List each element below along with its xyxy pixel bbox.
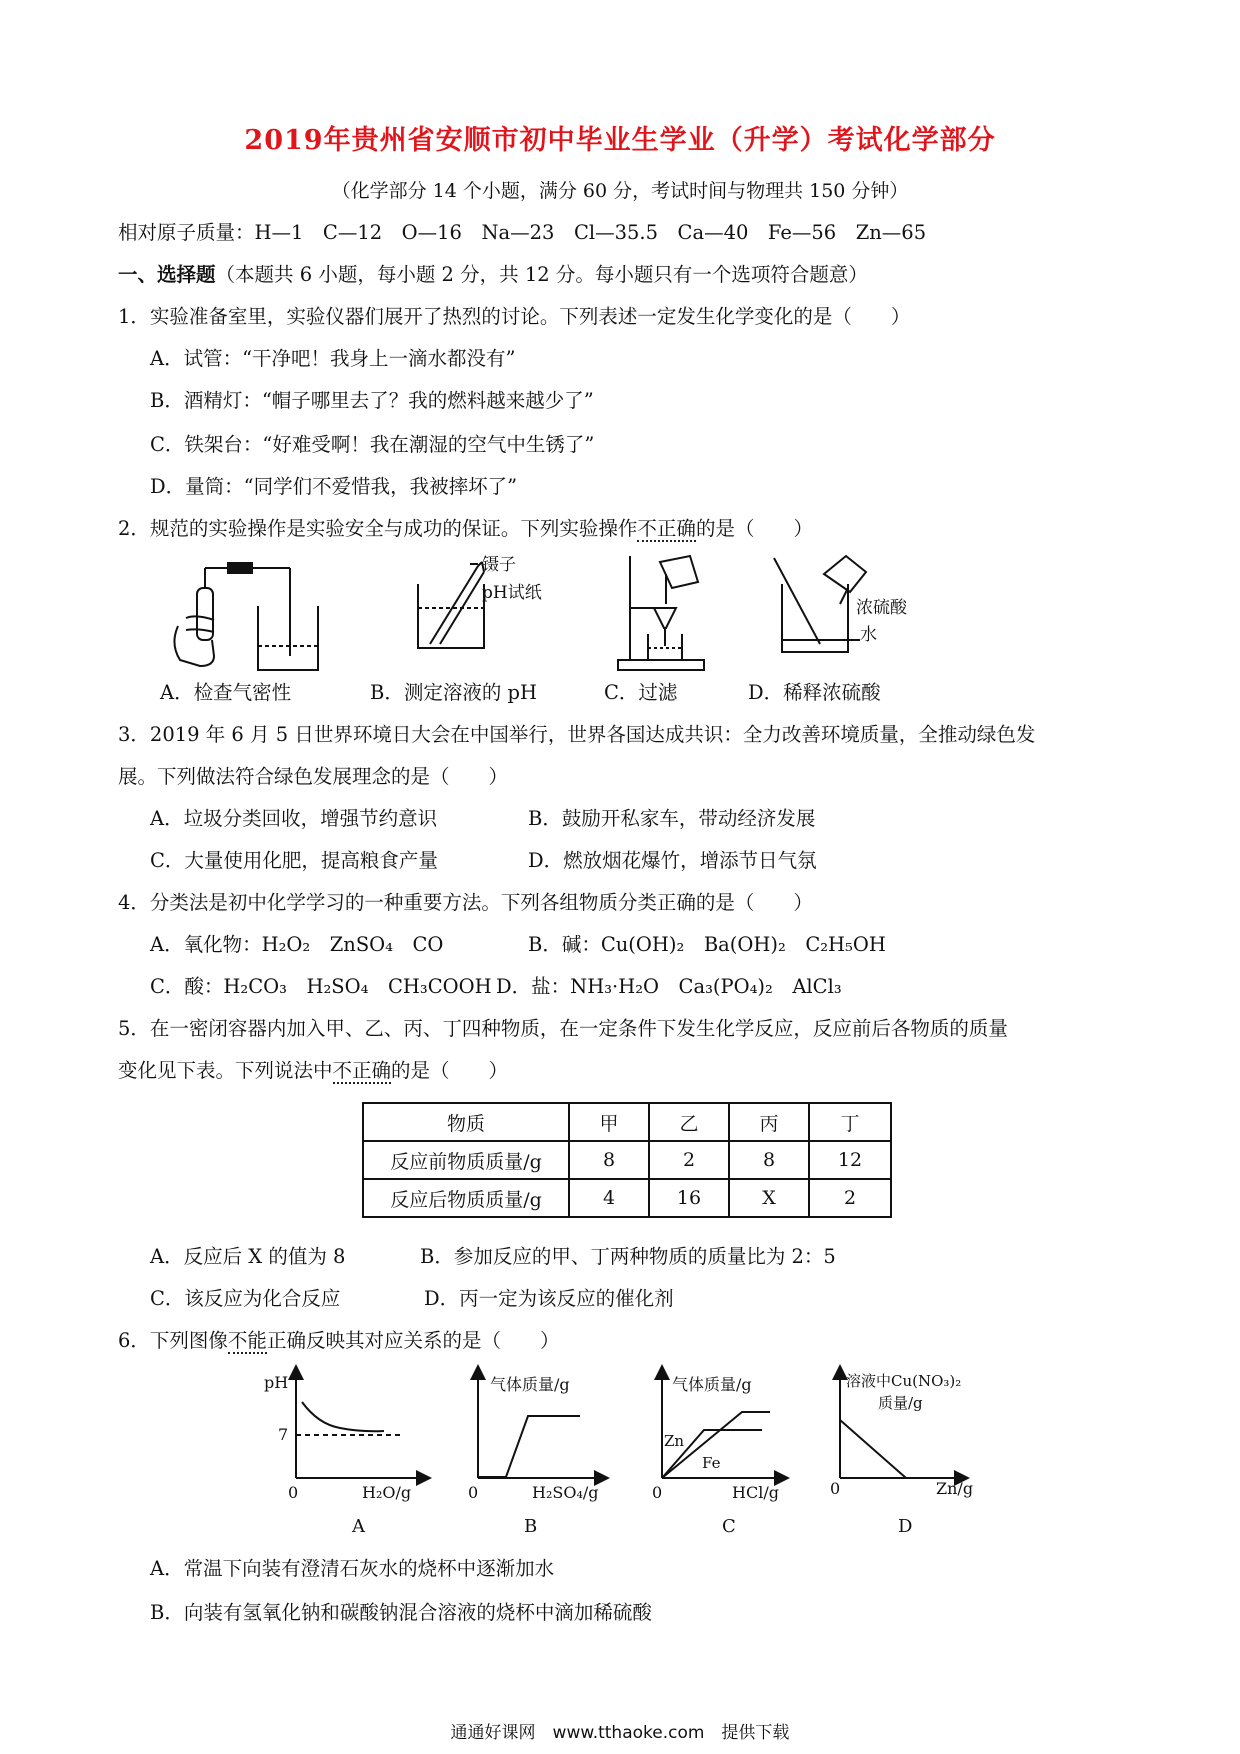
q6-graphs bbox=[0, 1360, 1240, 1540]
section-note: （本题共 6 小题，每小题 2 分，共 12 分。每小题只有一个选项符合题意） bbox=[215, 263, 868, 286]
table-cell: 16 bbox=[649, 1179, 729, 1217]
q3-stem-line1: 3．2019 年 6 月 5 日世界环境日大会在中国举行，世界各国达成共识：全力改善环境质量，全推动绿色发 bbox=[118, 723, 1036, 746]
label-ph-paper: pH试纸 bbox=[482, 583, 542, 603]
graph-a-origin: 0 bbox=[288, 1483, 299, 1502]
graph-c-series-zn: Zn bbox=[664, 1432, 685, 1450]
graph-a-curve bbox=[302, 1402, 384, 1431]
q4-option-d: D．盐：NH₃·H₂O Ca₃(PO₄)₂ AlCl₃ bbox=[496, 975, 842, 998]
table-header-cell: 乙 bbox=[649, 1103, 729, 1141]
table-header-cell: 物质 bbox=[363, 1103, 569, 1141]
page-footer: 通通好课网 www.tthaoke.com 提供下载 bbox=[450, 1723, 790, 1743]
table-cell: 2 bbox=[809, 1179, 891, 1217]
q4-option-a: A．氧化物：H₂O₂ ZnSO₄ CO bbox=[150, 933, 444, 956]
q2-fig-c bbox=[618, 556, 704, 670]
table-cell: 4 bbox=[569, 1179, 649, 1217]
label-water: 水 bbox=[860, 625, 877, 645]
table-cell: 8 bbox=[729, 1141, 809, 1179]
table-cell: 反应前物质质量/g bbox=[363, 1141, 569, 1179]
graph-b-line bbox=[478, 1416, 580, 1477]
q2-figures bbox=[0, 548, 1240, 676]
table-cell: X bbox=[729, 1179, 809, 1217]
q2-option-d: D．稀释浓硫酸 bbox=[748, 681, 881, 704]
q5-stem-line1: 5．在一密闭容器内加入甲、乙、丙、丁四种物质，在一定条件下发生化学反应，反应前后各物质的质量 bbox=[118, 1017, 1008, 1040]
graph-d-origin: 0 bbox=[830, 1479, 841, 1498]
table-header-row bbox=[363, 1103, 891, 1141]
graph-c-series-fe: Fe bbox=[702, 1454, 721, 1472]
graph-d-ylabel-1: 溶液中Cu(NO₃)₂ bbox=[846, 1372, 962, 1390]
q6-stem bbox=[118, 1328, 559, 1354]
graph-b-letter: B bbox=[524, 1516, 538, 1537]
atomic-masses: 相对原子质量：H—1 C—12 O—16 Na—23 Cl—35.5 Ca—40 Fe—56 Zn—65 bbox=[118, 221, 927, 244]
label-conc-acid: 浓硫酸 bbox=[856, 598, 907, 618]
q1-option-d: D．量筒：“同学们不爱惜我，我被摔坏了” bbox=[150, 475, 518, 498]
q2-stem-post: 的是（ ） bbox=[695, 517, 813, 540]
table-cell: 反应后物质质量/g bbox=[363, 1179, 569, 1217]
q6-stem-pre: 6．下列图像 bbox=[118, 1329, 228, 1352]
graph-b-xlabel: H₂SO₄/g bbox=[532, 1483, 599, 1502]
q6-option-b: B．向装有氢氧化钠和碳酸钠混合溶液的烧杯中滴加稀硫酸 bbox=[150, 1601, 652, 1624]
table-header-cell: 丙 bbox=[729, 1103, 809, 1141]
q3-option-b: B．鼓励开私家车，带动经济发展 bbox=[528, 807, 816, 830]
label-tweezers: 镊子 bbox=[482, 555, 516, 575]
graph-b-ylabel: 气体质量/g bbox=[490, 1375, 570, 1394]
graph-c-xlabel: HCl/g bbox=[732, 1483, 779, 1502]
graph-c-letter: C bbox=[722, 1516, 736, 1537]
q2-option-c: C．过滤 bbox=[604, 681, 678, 704]
table-row bbox=[363, 1141, 891, 1179]
q2-option-a: A．检查气密性 bbox=[160, 681, 292, 704]
section-title: 一、选择题 bbox=[118, 263, 216, 286]
q2-option-b: B．测定溶液的 pH bbox=[370, 681, 538, 704]
table-cell: 8 bbox=[569, 1141, 649, 1179]
q4-option-c: C．酸：H₂CO₃ H₂SO₄ CH₃COOH bbox=[150, 975, 492, 998]
graph-a-ytick: 7 bbox=[278, 1425, 289, 1444]
q2-stem-pre: 2．规范的实验操作是实验安全与成功的保证。下列实验操作 bbox=[118, 517, 638, 540]
q1-stem: 1．实验准备室里，实验仪器们展开了热烈的讨论。下列表述一定发生化学变化的是（ ） bbox=[118, 305, 911, 328]
q2-stem bbox=[118, 516, 813, 542]
graph-d-letter: D bbox=[898, 1516, 913, 1537]
graph-c-ylabel: 气体质量/g bbox=[672, 1375, 752, 1394]
q1-option-c: C．铁架台：“好难受啊！我在潮湿的空气中生锈了” bbox=[150, 433, 595, 456]
q5-stem-pre: 变化见下表。下列说法中 bbox=[118, 1059, 333, 1082]
q5-emphasis: 不正确 bbox=[332, 1059, 392, 1082]
q1-option-b: B．酒精灯：“帽子哪里去了？我的燃料越来越少了” bbox=[150, 389, 594, 412]
table-cell: 2 bbox=[649, 1141, 729, 1179]
q5-option-b: B．参加反应的甲、丁两种物质的质量比为 2：5 bbox=[420, 1245, 836, 1268]
graph-a bbox=[296, 1372, 424, 1478]
q6-emphasis: 不能 bbox=[227, 1329, 267, 1352]
q5-option-d: D．丙一定为该反应的催化剂 bbox=[424, 1287, 674, 1310]
table-header-cell: 甲 bbox=[569, 1103, 649, 1141]
exam-subtitle: （化学部分 14 个小题，满分 60 分，考试时间与物理共 150 分钟） bbox=[331, 180, 909, 202]
table-row bbox=[363, 1179, 891, 1217]
q5-stem-post: 的是（ ） bbox=[391, 1059, 509, 1082]
q2-fig-b bbox=[418, 562, 484, 648]
graph-d-ylabel-2: 质量/g bbox=[878, 1394, 923, 1412]
graph-d-xlabel: Zn/g bbox=[936, 1479, 974, 1498]
q3-stem-line2: 展。下列做法符合绿色发展理念的是（ ） bbox=[118, 765, 509, 788]
q6-option-a: A．常温下向装有澄清石灰水的烧杯中逐渐加水 bbox=[150, 1557, 555, 1580]
table-cell: 12 bbox=[809, 1141, 891, 1179]
table-header-cell: 丁 bbox=[809, 1103, 891, 1141]
section-heading bbox=[118, 262, 868, 288]
graph-a-xlabel: H₂O/g bbox=[362, 1483, 412, 1502]
graph-a-ylabel: pH bbox=[264, 1373, 289, 1392]
graph-b-origin: 0 bbox=[468, 1483, 479, 1502]
q6-stem-post: 正确反映其对应关系的是（ ） bbox=[266, 1329, 560, 1352]
q5-option-c: C．该反应为化合反应 bbox=[150, 1287, 341, 1310]
q3-option-a: A．垃圾分类回收，增强节约意识 bbox=[150, 807, 438, 830]
page-title: 2019年贵州省安顺市初中毕业生学业（升学）考试化学部分 bbox=[244, 125, 996, 156]
graph-d-line bbox=[840, 1420, 906, 1478]
q2-fig-a bbox=[174, 563, 318, 670]
graph-a-letter: A bbox=[352, 1516, 365, 1537]
q5-stem-line2 bbox=[118, 1058, 508, 1084]
q2-fig-d bbox=[774, 556, 866, 652]
q3-option-c: C．大量使用化肥，提高粮食产量 bbox=[150, 849, 438, 872]
q5-table bbox=[362, 1102, 892, 1218]
q2-emphasis: 不正确 bbox=[637, 517, 696, 540]
q4-stem: 4．分类法是初中化学学习的一种重要方法。下列各组物质分类正确的是（ ） bbox=[118, 891, 813, 914]
q4-option-b: B．碱：Cu(OH)₂ Ba(OH)₂ C₂H₅OH bbox=[528, 933, 886, 956]
graph-c-origin: 0 bbox=[652, 1483, 663, 1502]
q1-option-a: A．试管：“干净吧！我身上一滴水都没有” bbox=[150, 347, 516, 370]
q3-option-d: D．燃放烟花爆竹，增添节日气氛 bbox=[528, 849, 817, 872]
q5-option-a: A．反应后 X 的值为 8 bbox=[150, 1245, 346, 1268]
